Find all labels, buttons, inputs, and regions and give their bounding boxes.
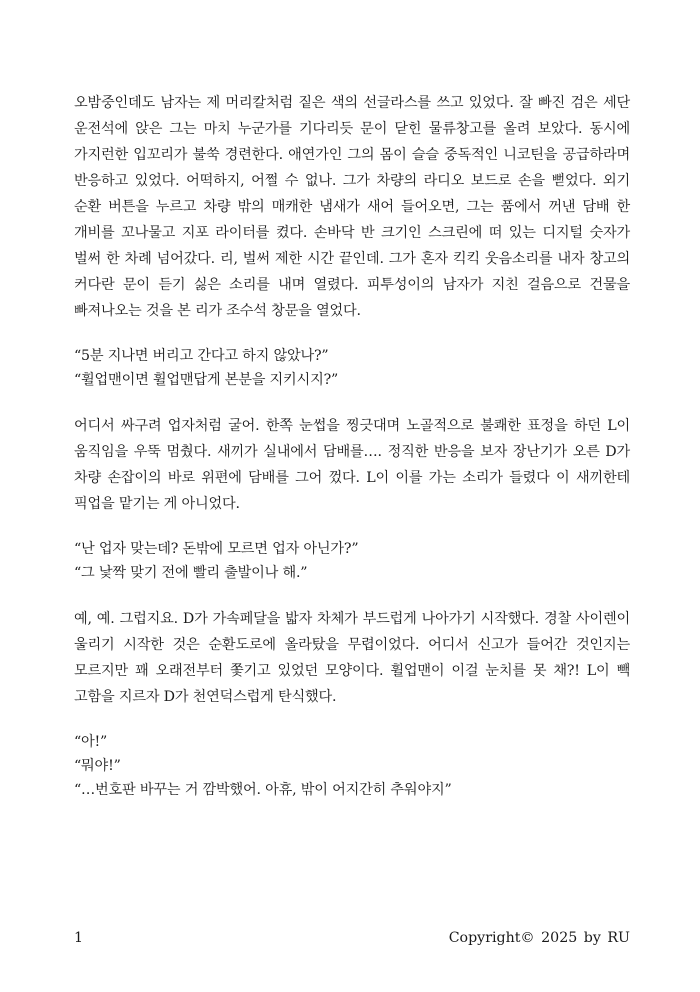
- page-footer: [74, 926, 630, 950]
- body-paragraph: 어디서 싸구려 업자처럼 굴어. 한쪽 눈썹을 찡긋대며 노골적으로 불쾌한 표정을 하던 L이 움직임을 우뚝 멈췄다. 새끼가 실내에서 담배를…. 정직한 반응을 보자 장난기가 오른 D가 차량 손잡이의 바로 위편에 담배를 그어 껐다. L이 이를 가는 소리가 들렸다 이 새끼한테 픽업을 맡기는 게 아니었다.: [74, 418, 630, 512]
- body-paragraph: 예, 예. 그럽지요. D가 가속페달을 밟자 차체가 부드럽게 나아가기 시작했다. 경찰 사이렌이 울리기 시작한 것은 순환도로에 올라탔을 무렵이었다. 어디서 신고가 들어간 것인지는 모르지만 꽤 오래전부터 쫓기고 있었던 모양이다. 휠업맨이 이걸 눈치를 못 채?! L이 빽 고함을 지르자 D가 천연덕스럽게 탄식했다.: [74, 611, 630, 705]
- document-page: [74, 90, 630, 802]
- dialogue-line: “뭐야!”: [74, 758, 121, 774]
- dialogue-line: “…번호판 바꾸는 거 깜박했어. 아휴, 밖이 어지간히 추워야지”: [74, 782, 452, 798]
- page-number: 1: [74, 930, 84, 946]
- body-paragraph: 오밤중인데도 남자는 제 머리칼처럼 짙은 색의 선글라스를 쓰고 있었다. 잘 빠진 검은 세단 운전석에 앉은 그는 마치 누군가를 기다리듯 문이 닫힌 물류창고를 올려 보았다. 동시에 가지런한 입꼬리가 불쑥 경련한다. 애연가인 그의 몸이 슬슬 중독적인 니코틴을 공급하라며 반응하고 있었다. 어떡하지, 어쩔 수 없나. 그가 차량의 라디오 보드로 손을 뻗었다. 외기 순환 버튼을 누르고 차량 밖의 매캐한 냄새가 새어 들어오면, 그는 품에서 꺼낸 담배 한 개비를 꼬나물고 지포 라이터를 켰다. 손바닥 반 크기인 스크린에 떠 있는 디지털 숫자가 벌써 한 차례 넘어갔다. 리, 벌써 제한 시간 끝인데. 그가 혼자 킥킥 웃음소리를 내자 창고의 커다란 문이 듣기 싫은 소리를 내며 열렸다. 피투성이의 남자가 지친 걸음으로 건물을 빠져나오는 것을 본 리가 조수석 창문을 열었다.: [74, 95, 630, 319]
- dialogue-line: “난 업자 맞는데? 돈밖에 모르면 업자 아닌가?”: [74, 541, 359, 557]
- dialogue-line: “5분 지나면 버리고 간다고 하지 않았나?”: [74, 348, 329, 364]
- dialogue-line: “휠업맨이면 휠업맨답게 본분을 지키시지?”: [74, 372, 339, 388]
- copyright-notice: Copyright© 2025 by RU: [448, 930, 630, 946]
- dialogue-line: “그 낯짝 맞기 전에 빨리 출발이나 해.”: [74, 565, 308, 581]
- dialogue-line: “아!”: [74, 734, 108, 750]
